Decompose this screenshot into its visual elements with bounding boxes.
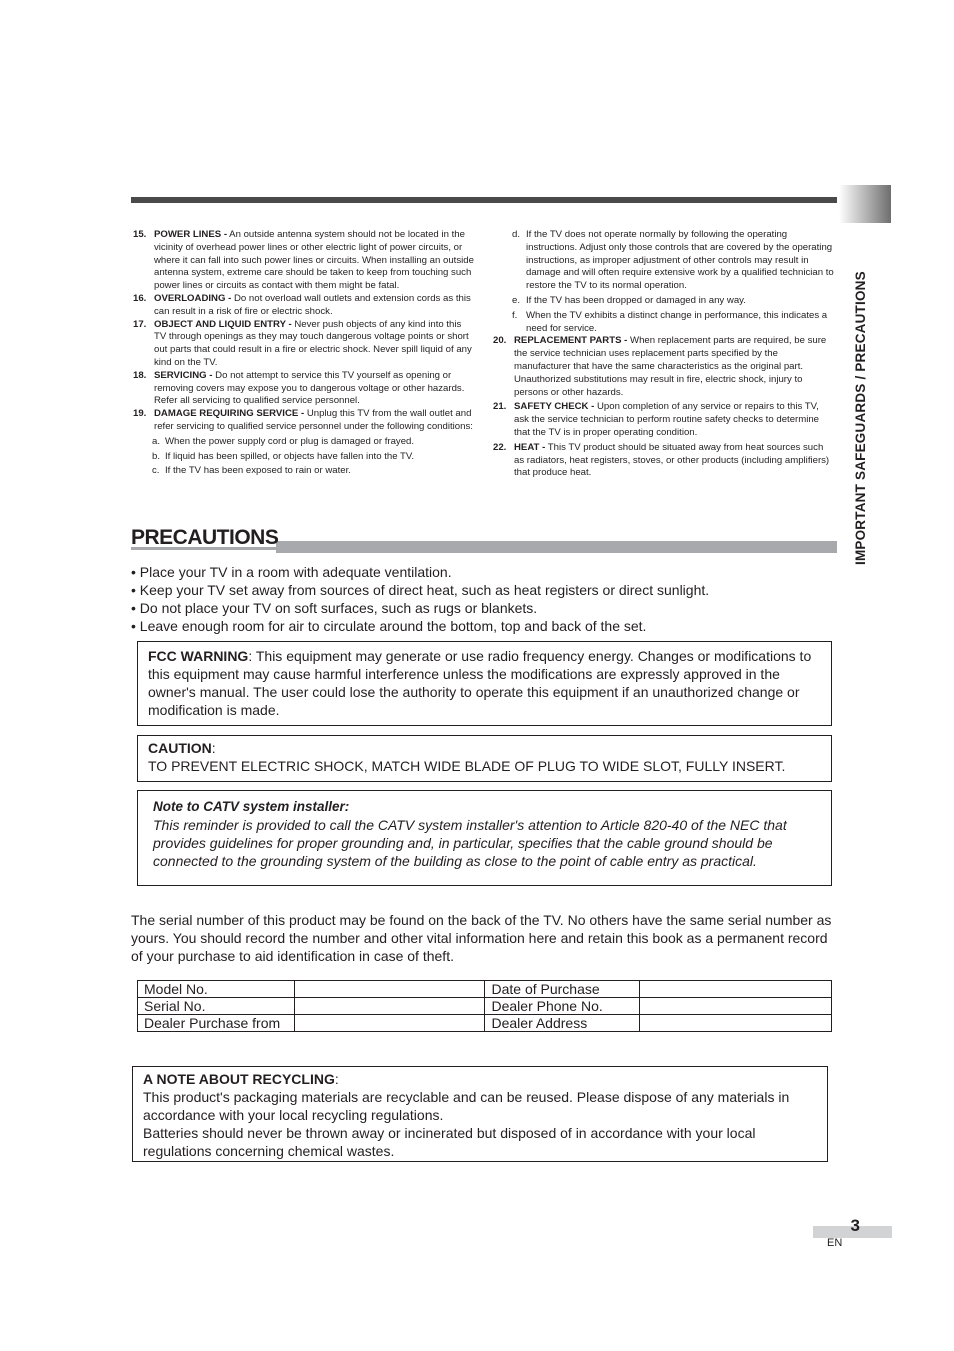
item-heading: OBJECT AND LIQUID ENTRY - [154,318,292,330]
recycling-paragraph: This product's packaging materials are recyclable and can be reused. Please dispose of any materials in accordance with your local recycling regulations. [143,1089,790,1123]
safeguard-item [133,229,476,293]
purchase-record-table [137,980,832,1032]
table-row [138,981,832,998]
safeguard-subitem [493,295,834,308]
safeguard-item [493,442,834,480]
subitem-text: If the TV has been exposed to rain or water. [165,465,351,477]
side-section-title [853,229,875,569]
item-heading: SAFETY CHECK - [514,401,595,413]
item-number: 16. [133,292,147,304]
safeguard-item [133,319,476,370]
safeguard-item [133,408,476,434]
item-text: When replacement parts are required, be sure the service technician uses replacement parts specified by the manufacturer that have the same characteristics as the original part. Unauthorized substitutions may result in fire, electric shock, injury to persons or other hazards. [514,335,827,398]
item-text: Upon completion of any service or repairs to this TV, ask the service technician to perform routine safety checks to determine that the TV is in proper operating condition. [514,401,820,438]
subitem-text: When the power supply cord or plug is damaged or frayed. [165,435,415,447]
field-value [294,981,485,998]
recycling-paragraph: Batteries should never be thrown away or incinerated but disposed of in accordance with your local regulations concerning chemical wastes. [143,1125,756,1159]
caution-heading: CAUTION [148,740,212,756]
subitem-text: If the TV has been dropped or damaged in any way. [526,294,746,306]
safeguards-left-column [133,229,476,478]
list-item: • Place your TV in a room with adequate ventilation. [131,564,452,580]
field-value [294,1015,485,1032]
precautions-list [131,563,836,635]
safeguard-subitem [133,436,476,449]
subitem-letter: b. [152,450,161,462]
item-number: 15. [133,229,147,240]
subitem-text: If liquid has been spilled, or objects have fallen into the TV. [165,450,415,462]
safeguard-subitem [493,229,834,293]
item-heading: OVERLOADING - [154,292,232,304]
subitem-text: If the TV does not operate normally by following the operating instructions. Adjust only those controls that are covered by the operating instructions, as improper adjustment of other controls may result in damage and will often require extensive work by a qualified technician to restore the TV to its normal operation. [526,229,834,292]
list-item: • Keep your TV set away from sources of direct heat, such as heat registers or direct sunlight. [131,582,710,598]
recycling-colon: : [334,1071,339,1087]
safeguard-item [493,401,834,439]
item-heading: DAMAGE REQUIRING SERVICE - [154,408,305,420]
item-text: Do not attempt to service this TV yourself as opening or removing covers may expose you to dangerous voltage or other hazards. Refer all servicing to qualified service personnel. [154,369,465,407]
safeguard-subitem [493,310,834,336]
field-value [640,981,832,998]
table-row [138,998,832,1015]
field-value [294,998,485,1015]
catv-note-box [137,790,832,886]
subitem-letter: a. [152,435,161,447]
side-title-text: IMPORTANT SAFEGUARDS / PRECAUTIONS [853,271,868,565]
caution-text: TO PREVENT ELECTRIC SHOCK, MATCH WIDE BLADE OF PLUG TO WIDE SLOT, FULLY INSERT. [148,758,786,774]
field-label: Dealer Address [485,1015,640,1032]
item-number: 18. [133,369,147,381]
recycling-heading: A NOTE ABOUT RECYCLING [143,1071,335,1087]
subitem-letter: d. [512,229,521,240]
list-item: • Leave enough room for air to circulate around the bottom, top and back of the set. [131,618,647,634]
item-text: Never push objects of any kind into this TV through openings as they may touch dangerous voltage points or short out parts that could result in a fire or electric shock. Never spill liquid of any kind on the TV. [154,318,472,368]
subitem-text: When the TV exhibits a distinct change in performance, this indicates a need for service. [526,309,828,334]
item-heading: REPLACEMENT PARTS - [514,335,628,347]
precautions-title: PRECAUTIONS [131,526,279,549]
subitem-letter: f. [512,309,518,321]
fcc-warning-heading: FCC WARNING [148,648,249,664]
item-heading: SERVICING - [154,369,213,381]
field-value [640,1015,832,1032]
caution-box [137,735,832,782]
subitem-letter: c. [152,465,160,477]
table-row [138,1015,832,1032]
item-number: 19. [133,408,147,420]
field-label: Model No. [138,981,295,998]
item-number: 17. [133,318,147,330]
field-label: Dealer Purchase from [138,1015,295,1032]
caution-colon: : [211,740,216,756]
serial-number-paragraph: The serial number of this product may be found on the back of the TV. No others have the same serial number as yours. You should record the number and other vital information here and retain this book as a permanent record of your purchase to aid identification in case of theft. [131,912,832,964]
safeguard-item [493,335,834,399]
item-text: This TV product should be situated away from heat sources such as radiators, heat registers, stoves, or other products (including amplifiers) that produce heat. [514,441,830,479]
top-rule [131,197,837,203]
catv-note-heading: Note to CATV system installer: [153,799,350,814]
list-item: • Do not place your TV on soft surfaces, such as rugs or blankets. [131,600,538,616]
safeguard-subitem [133,465,476,478]
page-language: EN [827,1237,843,1249]
item-text: Unplug this TV from the wall outlet and refer servicing to qualified service personnel under the following conditions: [154,408,473,432]
recycling-note-box [132,1066,828,1162]
catv-note-text: This reminder is provided to call the CATV system installer's attention to Article 820-40 of the NEC that provides guidelines for proper grounding and, in particular, specifies that the cable ground should be connected to the grounding system of the building as close to the point of cable entry as practical. [153,817,787,869]
item-text: Do not overload wall outlets and extension cords as this can result in a risk of fire or electric shock. [154,292,471,317]
field-label: Date of Purchase [485,981,640,998]
fcc-warning-text: : This equipment may generate or use radio frequency energy. Changes or modifications to this equipment may cause harmful interference unless the modifications are expressly approved in the owner's manual. The user could lose the authority to operate this equipment if an unauthorized change or modification is made. [148,648,812,718]
section-tab [839,185,891,223]
caution-heading-line [148,739,821,757]
field-label: Serial No. [138,998,295,1015]
safeguard-item [133,370,476,408]
safeguard-subitem [133,451,476,464]
safeguard-item [133,293,476,319]
item-number: 21. [493,401,507,413]
item-number: 22. [493,441,507,453]
field-label: Dealer Phone No. [485,998,640,1015]
item-heading: POWER LINES - [154,229,228,240]
item-number: 20. [493,335,507,347]
precautions-heading-bar [276,541,837,553]
subitem-letter: e. [512,294,521,306]
field-value [640,998,832,1015]
safeguards-right-column [493,229,834,480]
fcc-warning-box [137,641,832,726]
page-number: 3 [850,1216,860,1235]
item-text: An outside antenna system should not be located in the vicinity of overhead power lines or other electric light of power circuits, or where it can fall into such power lines or circuits. When installing an outside antenna system, extreme care should be taken to keep from touching such power lines or circuits as contact with them might be fatal. [154,229,474,292]
item-heading: HEAT - [514,441,546,453]
recycling-heading-line [143,1070,817,1088]
